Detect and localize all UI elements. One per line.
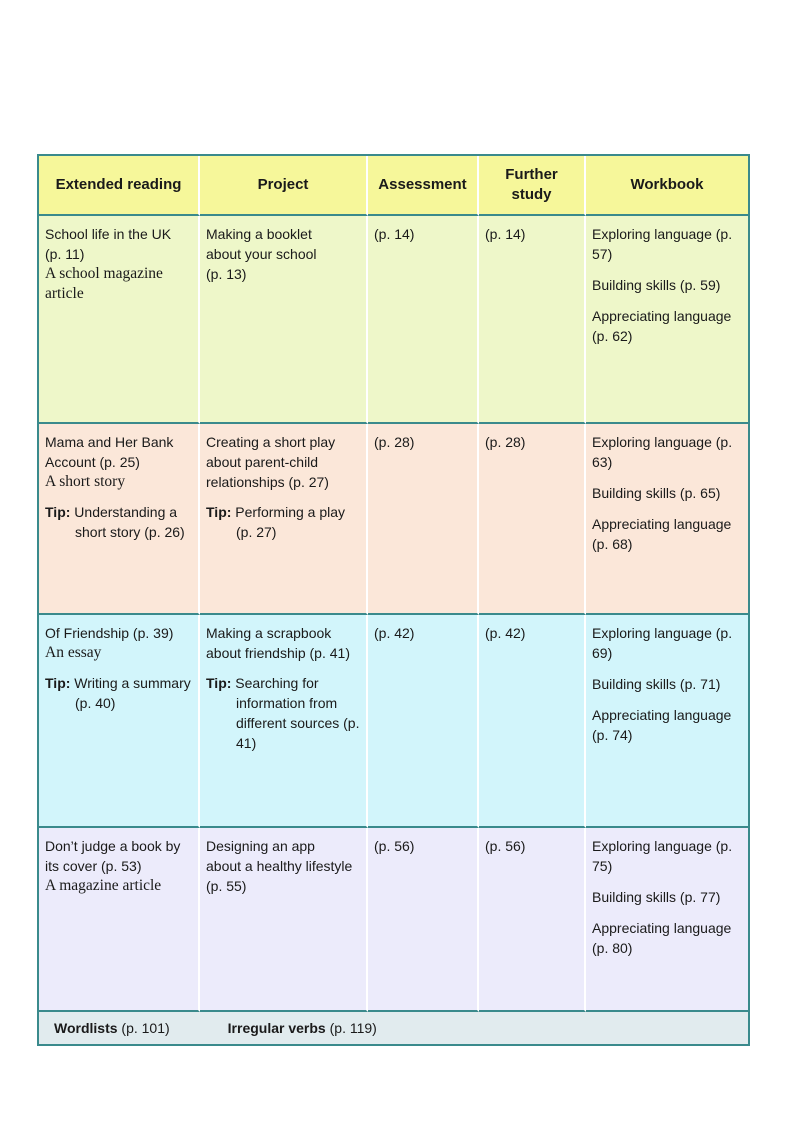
project-line: about a healthy lifestyle: [206, 858, 353, 874]
workbook-item: Building skills (p. 65): [592, 485, 721, 501]
reading-title-line: School life in the UK: [45, 226, 172, 242]
assessment-cell: (p. 56): [368, 828, 479, 1012]
further-study-cell: (p. 28): [479, 424, 586, 615]
tip-text: Writing a summary (p. 40): [74, 675, 191, 711]
workbook-item: Building skills (p. 77): [592, 889, 721, 905]
footer-item: [54, 1018, 170, 1038]
tip-label: Tip:: [45, 675, 71, 691]
project-line: relationships (p. 27): [206, 474, 329, 490]
header-further-study: Further study: [479, 156, 586, 216]
reading-title-line: Don’t judge a book by: [45, 838, 181, 854]
tip-text: Searching for information from different sources (p. 41): [235, 675, 360, 751]
further-study-cell: (p. 14): [479, 216, 586, 424]
project-line: about parent-child: [206, 454, 319, 470]
assessment-cell: (p. 42): [368, 615, 479, 828]
assessment-cell: (p. 28): [368, 424, 479, 615]
workbook-item: Exploring language (p. 63): [592, 434, 733, 470]
workbook-cell: [586, 828, 748, 1012]
header-project: Project: [200, 156, 368, 216]
project-cell: [200, 424, 368, 615]
further-study-cell: (p. 42): [479, 615, 586, 828]
workbook-item: Building skills (p. 59): [592, 277, 721, 293]
header-workbook: Workbook: [586, 156, 748, 216]
project-line: about friendship (p. 41): [206, 645, 350, 661]
footer-item-label: Wordlists: [54, 1020, 118, 1036]
workbook-item: Exploring language (p. 69): [592, 625, 733, 661]
project-cell: [200, 615, 368, 828]
further-study-cell: (p. 56): [479, 828, 586, 1012]
tip-label: Tip:: [206, 504, 232, 520]
footer-item: [228, 1018, 377, 1038]
footer-row: [39, 1012, 748, 1044]
reading-title-line: Account (p. 25): [45, 454, 140, 470]
footer-item-page: (p. 119): [325, 1020, 377, 1036]
reading-tip: [45, 502, 192, 542]
workbook-item: Building skills (p. 71): [592, 676, 721, 692]
footer-item-label: Irregular verbs: [227, 1020, 326, 1036]
project-tip: [206, 673, 360, 753]
reading-title-line: Mama and Her Bank: [45, 434, 174, 450]
reading-type: A school magazine article: [45, 265, 163, 302]
reading-type: An essay: [45, 644, 102, 661]
project-line: (p. 13): [206, 266, 247, 282]
workbook-cell: [586, 424, 748, 615]
workbook-item: Appreciating language (p. 62): [592, 308, 732, 344]
header-assessment: Assessment: [368, 156, 479, 216]
workbook-item: Appreciating language (p. 74): [592, 707, 732, 743]
contents-table: [37, 154, 750, 1046]
reading-title-line: (p. 11): [45, 246, 85, 262]
workbook-cell: [586, 615, 748, 828]
extended-reading-cell: [39, 828, 200, 1012]
extended-reading-cell: [39, 424, 200, 615]
footer-item-page: (p. 101): [117, 1020, 170, 1036]
reading-title-line: its cover (p. 53): [45, 858, 142, 874]
header-extended-reading: Extended reading: [39, 156, 200, 216]
project-line: Creating a short play: [206, 434, 336, 450]
project-line: Making a scrapbook: [206, 625, 332, 641]
tip-text: Understanding a short story (p. 26): [74, 504, 185, 540]
project-line: Making a booklet: [206, 226, 312, 242]
assessment-cell: (p. 14): [368, 216, 479, 424]
project-cell: [200, 828, 368, 1012]
workbook-cell: [586, 216, 748, 424]
reading-tip: [45, 673, 192, 713]
project-cell: [200, 216, 368, 424]
workbook-item: Appreciating language (p. 80): [592, 920, 732, 956]
extended-reading-cell: [39, 615, 200, 828]
tip-label: Tip:: [45, 504, 71, 520]
workbook-item: Appreciating language (p. 68): [592, 516, 732, 552]
extended-reading-cell: [39, 216, 200, 424]
project-line: Designing an app: [206, 838, 315, 854]
tip-label: Tip:: [206, 675, 232, 691]
tip-text: Performing a play (p. 27): [235, 504, 346, 540]
workbook-item: Exploring language (p. 57): [592, 226, 733, 262]
project-line: (p. 55): [206, 878, 247, 894]
project-tip: [206, 502, 360, 542]
workbook-item: Exploring language (p. 75): [592, 838, 733, 874]
reading-type: A magazine article: [45, 877, 162, 894]
reading-title-line: Of Friendship (p. 39): [45, 625, 174, 641]
reading-type: A short story: [45, 473, 126, 490]
project-line: about your school: [206, 246, 317, 262]
